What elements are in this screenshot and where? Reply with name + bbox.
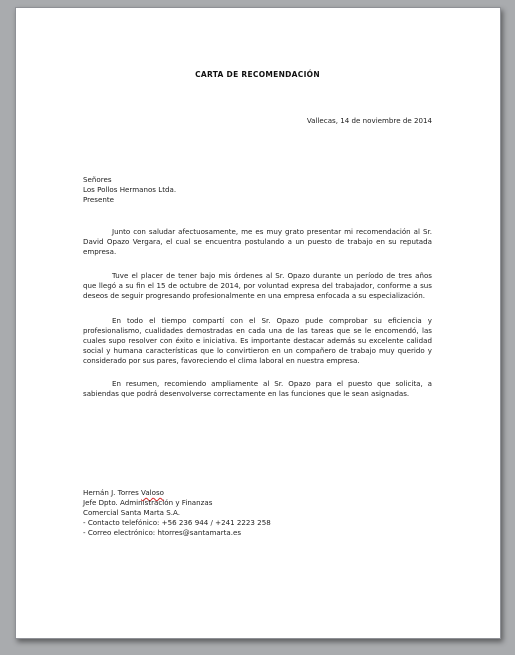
date-line: Vallecas, 14 de noviembre de 2014 <box>306 116 432 125</box>
recipient-salutation: Señores <box>83 175 112 184</box>
paragraph-experience <box>83 271 432 301</box>
paragraph-intro <box>83 227 432 257</box>
recipient-company: Los Pollos Hermanos Ltda. <box>83 184 177 194</box>
signature-phone: - Contacto telefónico: +56 236 944 / +241 2223 258 <box>83 517 271 527</box>
paragraph-text: Tuve el placer de tener bajo mis órdenes al Sr. Opazo durante un período de tres años que llegó a su fin el 15 de octubre de 2014, por voluntad expresa del trabajador, conforme a sus deseos de seguir progresando profesionalmente en una empresa enfocada a su especialización. <box>83 271 432 300</box>
signature-position: Jefe Dpto. Administración y Finanzas <box>83 497 213 507</box>
signature-last-name: Valoso <box>141 488 165 497</box>
recipient-presente: Presente <box>83 194 114 204</box>
document-page <box>15 7 501 639</box>
letter-title: CARTA DE RECOMENDACIÓN <box>195 70 320 79</box>
paragraph-text: En resumen, recomiendo ampliamente al Sr. Opazo para el puesto que solicita, a sabiendas que podrá desenvolverse correctamente en las funciones que le sean asignadas. <box>83 379 432 398</box>
recipient-block <box>83 175 176 205</box>
signature-company: Comercial Santa Marta S.A. <box>83 507 181 517</box>
paragraph-qualities <box>83 316 432 366</box>
signature-email: - Correo electrónico: htorres@santamarta.es <box>83 527 242 537</box>
signature-block <box>83 488 271 538</box>
paragraph-text: En todo el tiempo compartí con el Sr. Opazo pude comprobar su eficiencia y profesionalismo, cualidades demostradas en cada una de las tareas que se le encomendó, las cuales supo resolver con éxito e iniciativa. Es importante destacar además su excelente calidad social y humana características que lo convirtieron en un compañero de trabajo muy querido y considerado por sus pares, favoreciendo el clima laboral en nuestra empresa. <box>83 316 432 365</box>
paragraph-text: Junto con saludar afectuosamente, me es muy grato presentar mi recomendación al Sr. David Opazo Vergara, el cual se encuentra postulando a un puesto de trabajo en su reputada empresa. <box>83 227 432 256</box>
signature-name <box>83 488 271 498</box>
signature-first-name: Hernán J. Torres <box>83 488 139 497</box>
paragraph-summary <box>83 379 432 399</box>
